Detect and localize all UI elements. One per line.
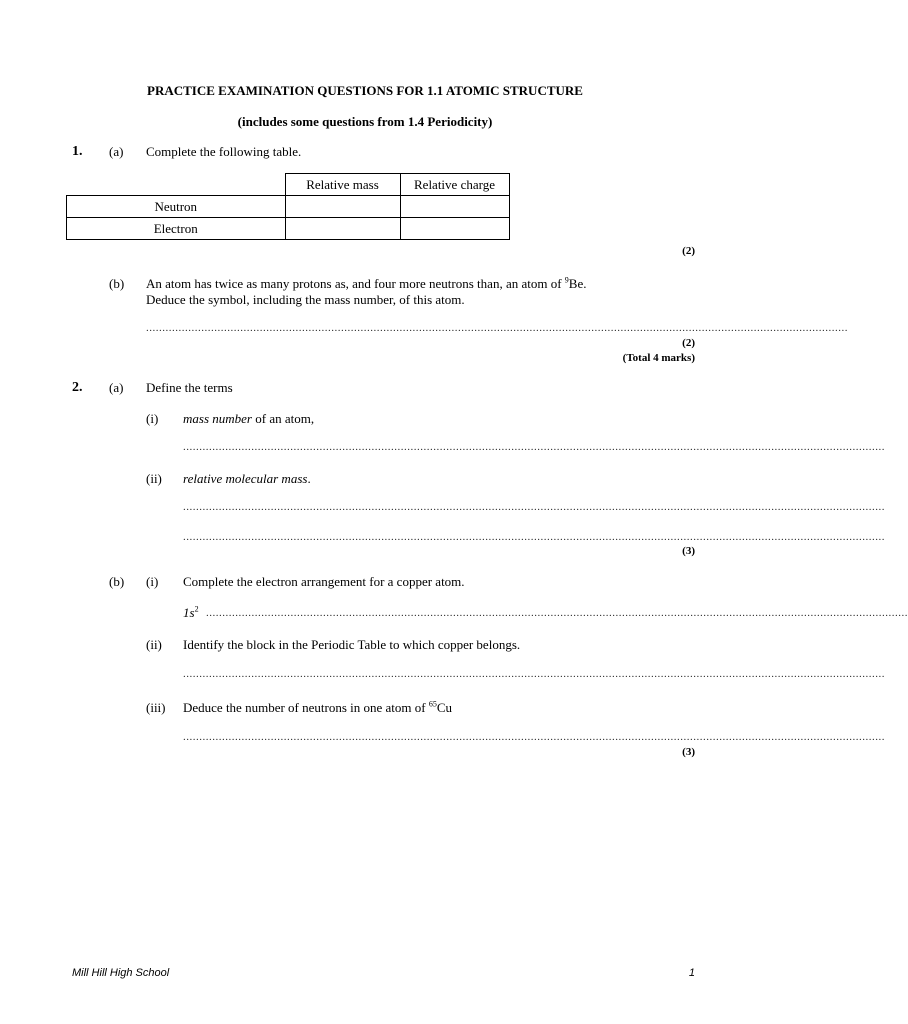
- q2a-ii-answer-line-2[interactable]: ........................................................................................................................................................................................................................: [183, 531, 885, 543]
- q1b-text-line1: An atom has twice as many protons as, and four more neutrons than, an atom of: [146, 276, 565, 291]
- neutron-charge-cell[interactable]: [400, 196, 509, 218]
- q2b-i-label: (i): [146, 574, 159, 589]
- page-subtitle: (includes some questions from 1.4 Periodicity): [237, 114, 493, 129]
- term-mass-number: mass number: [183, 411, 252, 426]
- table-header-relative-mass: Relative mass: [285, 174, 400, 196]
- question-2-number: 2.: [72, 380, 83, 395]
- q2a-marks: (3): [682, 545, 695, 557]
- q2b-i-answer: [183, 605, 199, 621]
- table-row: [67, 196, 510, 218]
- footer-school-name: Mill Hill High School: [72, 967, 170, 979]
- table-corner-cell: [67, 174, 286, 196]
- q1-part-a-text: Complete the following table.: [146, 144, 302, 159]
- q1-part-a-label: (a): [109, 144, 124, 159]
- term-relative-molecular-mass: relative molecular mass: [183, 471, 308, 486]
- neutron-mass-cell[interactable]: [285, 196, 400, 218]
- footer-page-number: 1: [688, 967, 695, 979]
- q2a-i-rest: of an atom,: [251, 411, 315, 426]
- q1a-marks: (2): [682, 245, 695, 257]
- q2-part-b-label: (b): [109, 574, 125, 589]
- q2-part-a-text: Define the terms: [146, 380, 233, 395]
- q2a-ii-rest: .: [307, 471, 311, 486]
- q2a-ii-text: [183, 471, 311, 487]
- table-row-label-neutron: Neutron: [67, 196, 286, 218]
- q2b-iii-label: (iii): [146, 700, 166, 715]
- q2a-i-answer-line[interactable]: ........................................................................................................................................................................................................................: [183, 441, 885, 453]
- q1b-marks: (2): [682, 337, 695, 349]
- question-1-number: 1.: [72, 144, 83, 159]
- q1-total-marks: (Total 4 marks): [622, 352, 695, 364]
- q2a-i-label: (i): [146, 411, 159, 426]
- q1b-text-line2: Deduce the symbol, including the mass number, of this atom.: [146, 292, 465, 307]
- electron-mass-cell[interactable]: [285, 218, 400, 240]
- q1-part-b-text: [146, 276, 587, 292]
- q2b-i-answer-line[interactable]: ........................................................................................................................................................................................................................: [206, 607, 908, 619]
- q2b-iii-text: [183, 700, 452, 716]
- copper-mass-number: 65: [428, 699, 437, 709]
- table-header-relative-charge: Relative charge: [400, 174, 509, 196]
- q2a-ii-answer-line-1[interactable]: ........................................................................................................................................................................................................................: [183, 501, 885, 513]
- beryllium-symbol: Be.: [568, 276, 587, 291]
- q1b-answer-line[interactable]: ........................................................................................................................................................................................................................: [146, 322, 848, 334]
- q2b-i-text: Complete the electron arrangement for a copper atom.: [183, 574, 465, 589]
- q2b-ii-answer-line[interactable]: ........................................................................................................................................................................................................................: [183, 668, 885, 680]
- orbital-1s-electrons: 2: [194, 604, 199, 614]
- q2b-iii-question: Deduce the number of neutrons in one atom of: [183, 700, 429, 715]
- orbital-1s: 1s: [183, 605, 195, 620]
- q2a-i-text: [183, 411, 314, 427]
- q2b-ii-text: Identify the block in the Periodic Table to which copper belongs.: [183, 637, 521, 652]
- beryllium-mass-number: 9: [564, 275, 569, 285]
- q2a-ii-label: (ii): [146, 471, 162, 486]
- table-row-label-electron: Electron: [67, 218, 286, 240]
- q2b-ii-label: (ii): [146, 637, 162, 652]
- table-header-row: [67, 174, 510, 196]
- particle-table: [66, 173, 510, 240]
- table-row: [67, 218, 510, 240]
- page-title: PRACTICE EXAMINATION QUESTIONS FOR 1.1 ATOMIC STRUCTURE: [147, 83, 583, 98]
- q2-part-a-label: (a): [109, 380, 124, 395]
- q2b-iii-answer-line[interactable]: ........................................................................................................................................................................................................................: [183, 731, 885, 743]
- electron-charge-cell[interactable]: [400, 218, 509, 240]
- copper-symbol: Cu: [436, 700, 453, 715]
- q2b-marks: (3): [682, 746, 695, 758]
- q1-part-b-label: (b): [109, 276, 125, 291]
